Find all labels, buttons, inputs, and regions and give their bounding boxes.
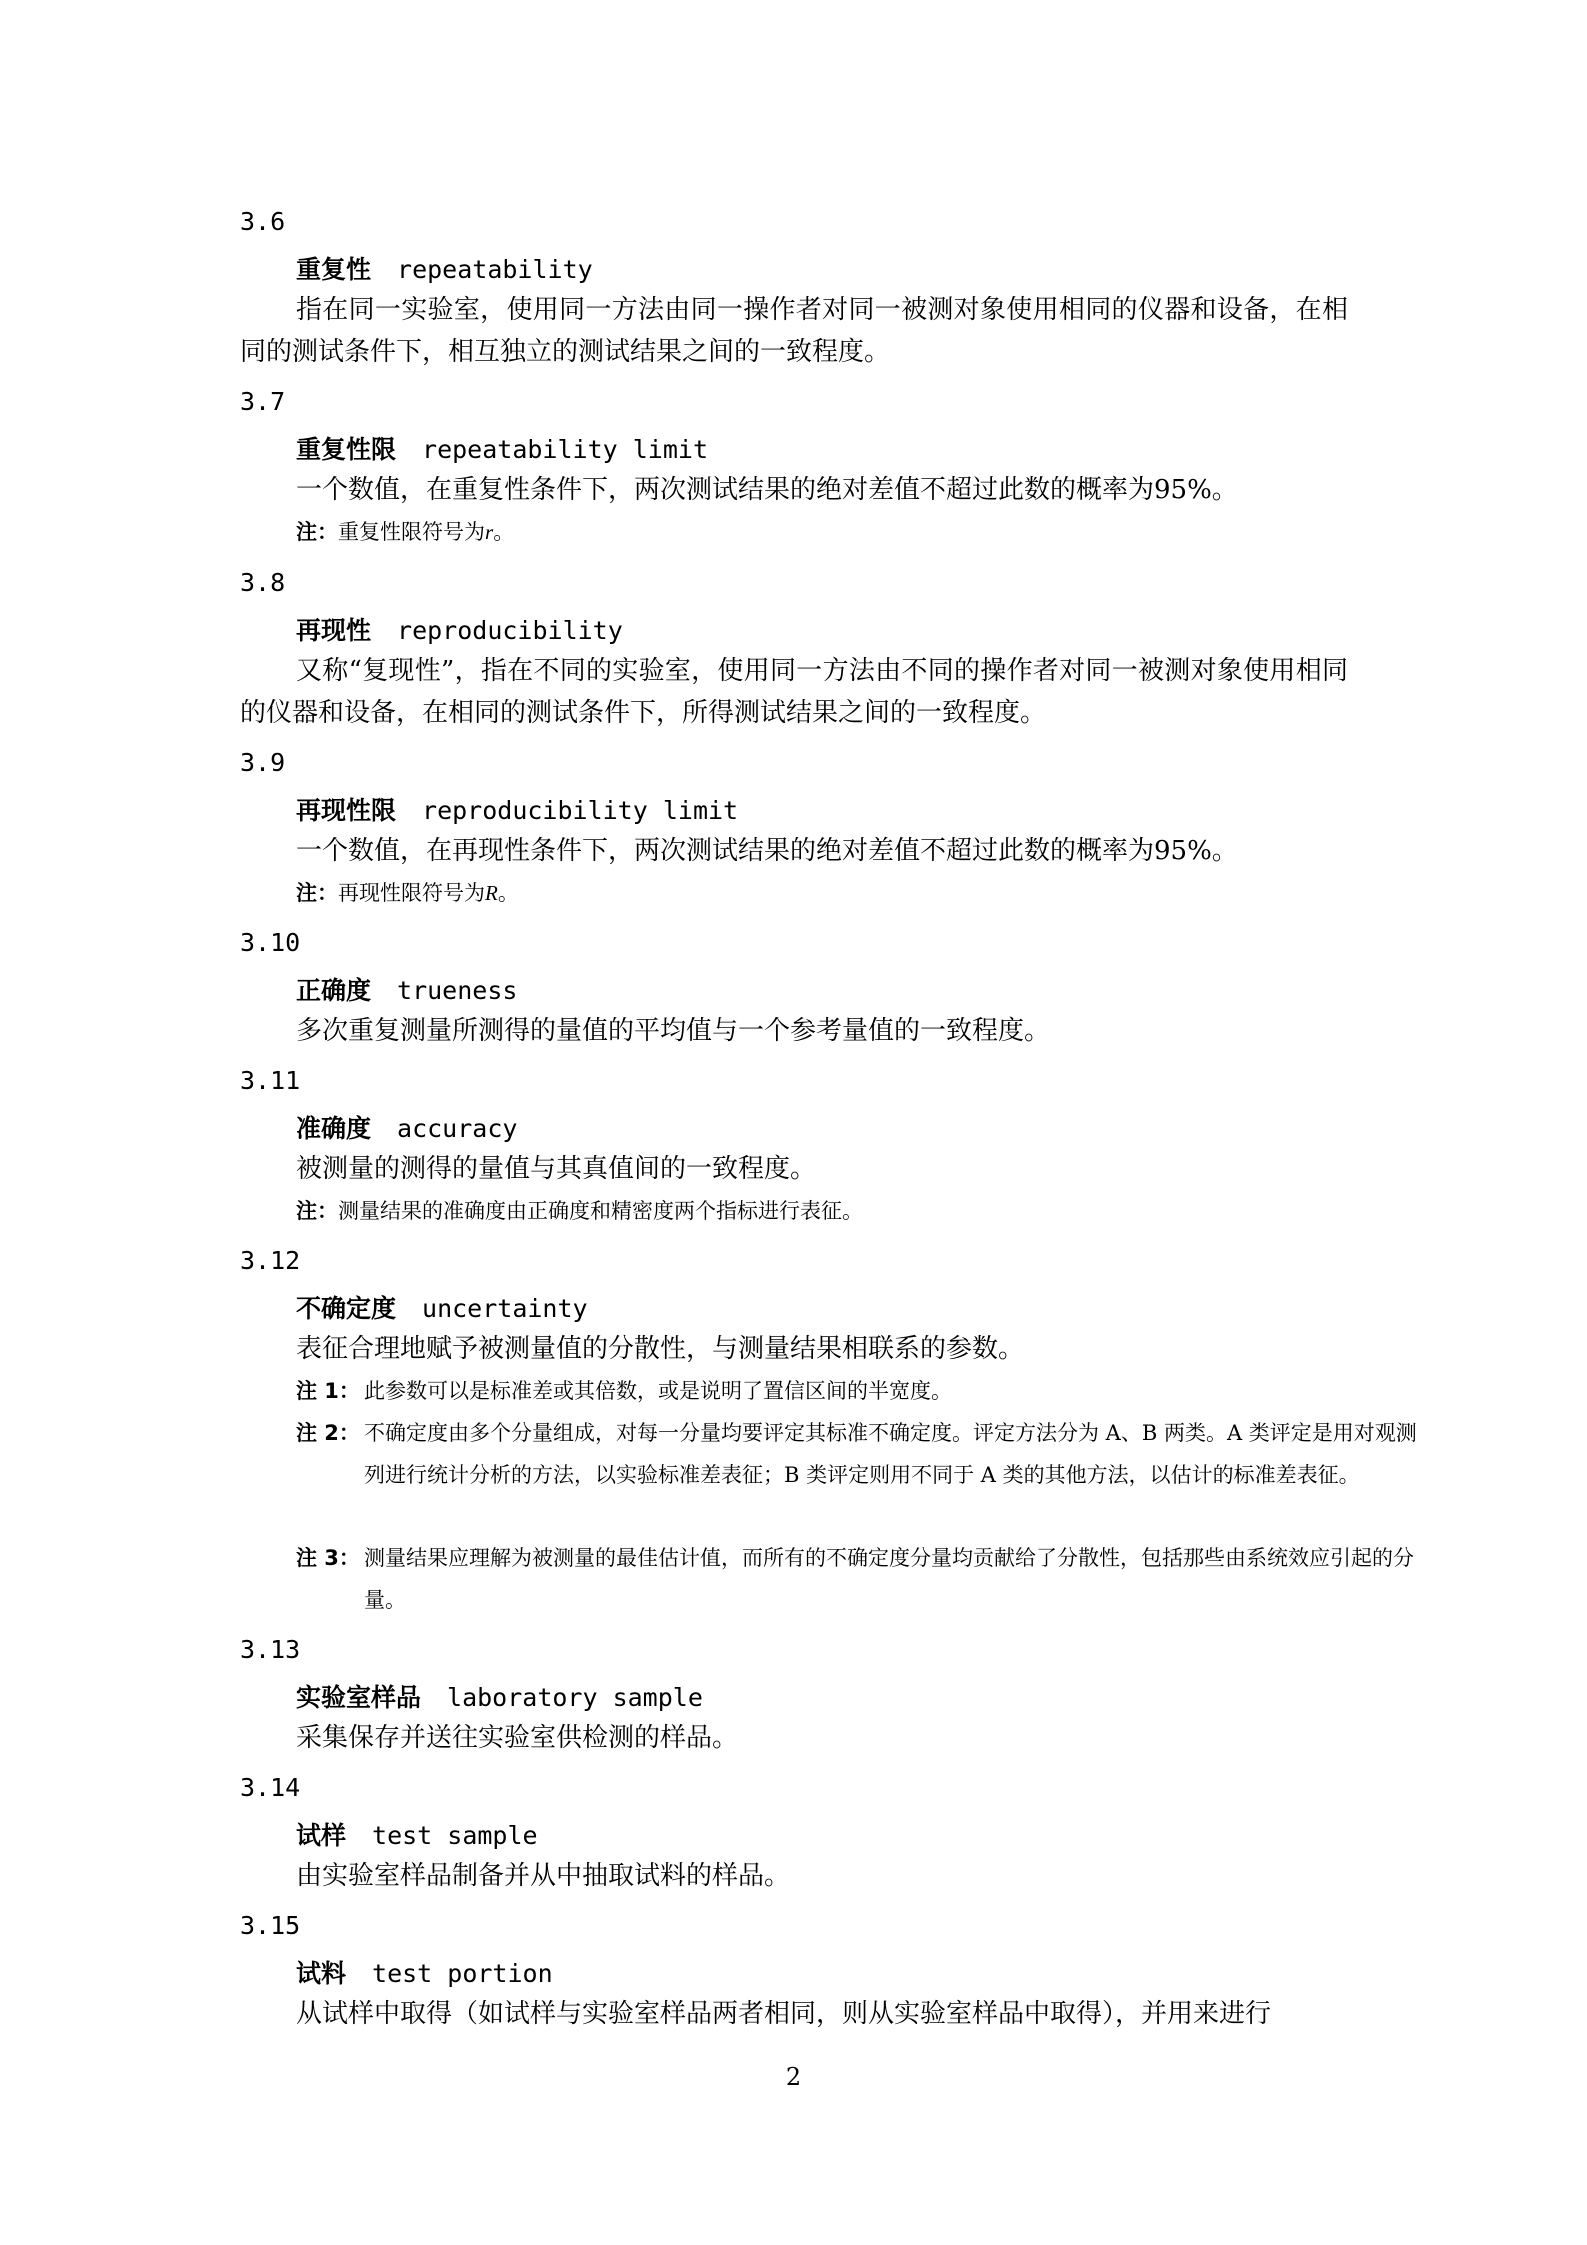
section-number: 3.7 [240,387,286,416]
term-en: test sample [372,1821,538,1850]
term-en: reproducibility [397,616,623,645]
note [296,878,519,908]
term-en: accuracy [397,1114,518,1143]
note-symbol: r [485,520,494,544]
section-number: 3.8 [240,568,286,597]
term-heading [296,435,708,465]
definition: 指在同一实验室，使用同一方法由同一操作者对同一被测对象使用相同的仪器和设备，在相同的测试条件下，相互独立的测试结果之间的一致程度。 [240,295,1348,367]
term-en: uncertainty [422,1294,588,1323]
note-text: 不确定度由多个分量组成，对每一分量均要评定其标准不确定度。评定方法分为 A、B 两类。A 类评定是用对观测列进行统计分析的方法，以实验标准差表征；B 类评定则用不同于 A 类的其他方法，以估计的标准差表征。 [364,1421,1417,1487]
note [296,517,514,547]
term-zh: 试料 [296,1959,347,1988]
note-label: 注： [296,881,338,905]
term-heading [296,1959,553,1989]
note-text: 重复性限符号为 [338,520,485,544]
term-zh: 再现性 [296,616,372,645]
note-end: 。 [493,520,515,544]
term-en: reproducibility limit [422,796,739,825]
note [296,1537,1418,1621]
note-end: 。 [497,881,519,905]
term-zh: 正确度 [296,976,372,1005]
note-text: 此参数可以是标准差或其倍数，或是说明了置信区间的半宽度。 [364,1379,952,1403]
definition: 从试样中取得（如试样与实验室样品两者相同，则从实验室样品中取得），并用来进行 [296,1999,1272,2029]
term-heading [296,255,593,285]
term-heading [296,1821,538,1851]
term-heading [296,976,517,1006]
section-number: 3.10 [240,928,301,957]
note-label: 注 3： [296,1546,360,1570]
definition: 多次重复测量所测得的量值的平均值与一个参考量值的一致程度。 [296,1016,1051,1046]
definition: 由实验室样品制备并从中抽取试料的样品。 [296,1861,791,1891]
term-zh: 重复性 [296,255,372,284]
note-label: 注 2： [296,1421,360,1445]
term-zh: 试样 [296,1821,347,1850]
term-en: laboratory sample [447,1683,703,1712]
term-en: trueness [397,976,518,1005]
definition: 一个数值，在重复性条件下，两次测试结果的绝对差值不超过此数的概率为95%。 [296,475,1238,505]
term-heading [296,796,738,826]
note [296,1412,1418,1496]
term-en: test portion [372,1959,553,1988]
definition: 一个数值，在再现性条件下，两次测试结果的绝对差值不超过此数的概率为95%。 [296,836,1238,866]
note-text: 再现性限符号为 [338,881,485,905]
note-label: 注： [296,1199,338,1223]
note [296,1196,863,1226]
section-number: 3.12 [240,1246,301,1275]
term-zh: 再现性限 [296,796,397,825]
section-number: 3.15 [240,1911,301,1940]
term-en: repeatability [397,255,593,284]
term-heading [296,1683,703,1713]
term-heading [296,1294,588,1324]
section-number: 3.13 [240,1635,301,1664]
definition: 采集保存并送往实验室供检测的样品。 [296,1723,739,1753]
section-number: 3.11 [240,1066,301,1095]
note-symbol: R [485,881,498,905]
term-en: repeatability limit [422,435,708,464]
note-text: 测量结果的准确度由正确度和精密度两个指标进行表征。 [338,1199,863,1223]
section-number: 3.9 [240,748,286,777]
note [296,1370,1418,1412]
note-label: 注 1： [296,1379,360,1403]
definition: 又称“复现性”，指在不同的实验室，使用同一方法由不同的操作者对同一被测对象使用相同的仪器和设备，在相同的测试条件下，所得测试结果之间的一致程度。 [240,656,1348,728]
section-number: 3.14 [240,1773,301,1802]
term-heading [296,616,623,646]
term-zh: 重复性限 [296,435,397,464]
page-number: 2 [785,2063,802,2091]
note-label: 注： [296,520,338,544]
section-number: 3.6 [240,207,286,236]
term-zh: 准确度 [296,1114,372,1143]
term-zh: 不确定度 [296,1294,397,1323]
term-zh: 实验室样品 [296,1683,422,1712]
term-heading [296,1114,517,1144]
note-text: 测量结果应理解为被测量的最佳估计值，而所有的不确定度分量均贡献给了分散性，包括那些由系统效应引起的分量。 [364,1546,1414,1612]
definition: 被测量的测得的量值与其真值间的一致程度。 [296,1154,817,1184]
definition: 表征合理地赋予被测量值的分散性，与测量结果相联系的参数。 [296,1334,1025,1364]
